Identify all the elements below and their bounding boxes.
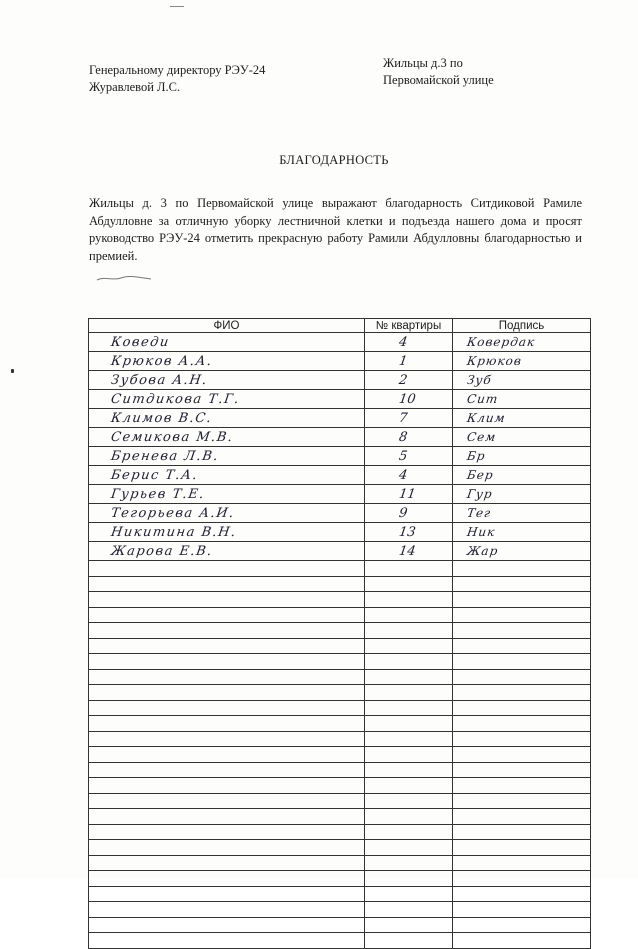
signature-handwritten: Сит (466, 392, 500, 406)
empty-cell (453, 824, 591, 840)
table-row-empty (89, 685, 591, 701)
cell-signature (453, 542, 591, 561)
empty-cell (89, 917, 365, 933)
signature-handwritten: Гур (466, 487, 494, 501)
fio-handwritten: Семикова М.В. (109, 430, 235, 445)
cell-fio (89, 371, 365, 390)
table-row-empty (89, 576, 591, 592)
signature-handwritten: Клим (466, 411, 507, 425)
sender-line-2: Первомайской улице (383, 73, 494, 87)
table-row-empty (89, 886, 591, 902)
cell-fio (89, 333, 365, 352)
table-body (89, 333, 591, 949)
empty-cell (89, 809, 365, 825)
empty-cell (89, 871, 365, 887)
empty-cell (453, 840, 591, 856)
empty-cell (89, 855, 365, 871)
table-row-empty (89, 623, 591, 639)
apartment-handwritten: 8 (397, 430, 409, 445)
recipient-line-1: Генеральному директору РЭУ-24 (89, 63, 266, 77)
table-row-empty (89, 638, 591, 654)
apartment-handwritten: 11 (397, 487, 417, 502)
cell-signature (453, 409, 591, 428)
table-row-empty (89, 902, 591, 918)
empty-cell (89, 700, 365, 716)
empty-cell (453, 762, 591, 778)
empty-cell (89, 902, 365, 918)
table-row-empty (89, 592, 591, 608)
table-row-empty (89, 933, 591, 949)
apartment-handwritten: 7 (397, 411, 409, 426)
empty-cell (453, 716, 591, 732)
empty-cell (453, 902, 591, 918)
fio-handwritten: Тегорьева А.И. (109, 506, 236, 521)
signature-handwritten: Ник (466, 525, 497, 539)
scan-mark (170, 6, 184, 7)
cell-fio (89, 466, 365, 485)
table-row (89, 390, 591, 409)
fio-handwritten: Ситдикова Т.Г. (109, 392, 241, 407)
table-row-empty (89, 793, 591, 809)
document-title: БЛАГОДАРНОСТЬ (279, 153, 389, 167)
apartment-handwritten: 4 (397, 468, 409, 483)
cell-signature (453, 466, 591, 485)
table-header-row (89, 319, 591, 333)
recipient-block (89, 62, 309, 96)
apartment-handwritten: 14 (397, 544, 417, 559)
signature-table (88, 318, 591, 949)
table-row (89, 333, 591, 352)
table-row (89, 504, 591, 523)
cell-signature (453, 485, 591, 504)
empty-cell (89, 840, 365, 856)
cell-apartment (365, 333, 453, 352)
empty-cell (89, 716, 365, 732)
cell-fio (89, 352, 365, 371)
cell-apartment (365, 485, 453, 504)
cell-fio (89, 428, 365, 447)
header-apartment: № квартиры (365, 319, 453, 333)
fio-handwritten: Никитина В.Н. (109, 525, 238, 540)
signature-handwritten: Бр (466, 449, 487, 463)
cell-signature (453, 352, 591, 371)
cell-fio (89, 523, 365, 542)
empty-cell (365, 731, 453, 747)
fio-handwritten: Коведи (109, 335, 171, 350)
empty-cell (453, 638, 591, 654)
empty-cell (365, 871, 453, 887)
empty-cell (365, 607, 453, 623)
empty-cell (89, 654, 365, 670)
cell-apartment (365, 504, 453, 523)
pen-scribble (95, 272, 155, 284)
empty-cell (365, 700, 453, 716)
empty-cell (453, 576, 591, 592)
table-row-empty (89, 700, 591, 716)
empty-cell (453, 623, 591, 639)
empty-cell (453, 933, 591, 949)
apartment-handwritten: 4 (397, 335, 409, 350)
empty-cell (365, 933, 453, 949)
table-row-empty (89, 855, 591, 871)
table-row (89, 542, 591, 561)
empty-cell (89, 778, 365, 794)
empty-cell (453, 592, 591, 608)
empty-cell (89, 886, 365, 902)
empty-cell (453, 809, 591, 825)
empty-cell (365, 824, 453, 840)
empty-cell (365, 886, 453, 902)
cell-signature (453, 390, 591, 409)
sender-block (383, 55, 583, 89)
empty-cell (365, 778, 453, 794)
empty-cell (89, 747, 365, 763)
sender-line-1: Жильцы д.3 по (383, 56, 463, 70)
cell-fio (89, 542, 365, 561)
table-row-empty (89, 809, 591, 825)
empty-cell (89, 762, 365, 778)
fio-handwritten: Гурьев Т.Е. (109, 487, 206, 502)
apartment-handwritten: 9 (397, 506, 409, 521)
cell-fio (89, 447, 365, 466)
fio-handwritten: Жарова Е.В. (109, 544, 214, 559)
cell-apartment (365, 466, 453, 485)
cell-signature (453, 333, 591, 352)
cell-apartment (365, 409, 453, 428)
empty-cell (453, 654, 591, 670)
signature-handwritten: Бер (466, 468, 495, 482)
cell-apartment (365, 371, 453, 390)
table-row-empty (89, 747, 591, 763)
apartment-handwritten: 13 (397, 525, 417, 540)
table-row-empty (89, 716, 591, 732)
empty-cell (453, 747, 591, 763)
empty-cell (89, 933, 365, 949)
apartment-handwritten: 1 (397, 354, 409, 369)
table-row (89, 466, 591, 485)
table-row-empty (89, 840, 591, 856)
empty-cell (89, 824, 365, 840)
header-signature: Подпись (453, 319, 591, 333)
empty-cell (453, 685, 591, 701)
empty-cell (453, 917, 591, 933)
signature-handwritten: Жар (466, 544, 500, 558)
document-body: Жильцы д. 3 по Первомайской улице выражают благодарность Ситдиковой Рамиле Абдулловне за отличную уборку лестничной клетки и подъезда нашего дома и просят руководство РЭУ-24 отметить прекрасную работу Рамили Абдулловны благодарностью и премией. (89, 196, 582, 263)
table-row-empty (89, 917, 591, 933)
empty-cell (453, 793, 591, 809)
cell-apartment (365, 447, 453, 466)
apartment-handwritten: 5 (397, 449, 409, 464)
apartment-handwritten: 2 (397, 373, 409, 388)
empty-cell (365, 561, 453, 577)
empty-cell (89, 623, 365, 639)
signature-handwritten: Тег (466, 506, 493, 520)
recipient-line-2: Журавлевой Л.С. (89, 80, 181, 94)
empty-cell (365, 623, 453, 639)
empty-cell (453, 700, 591, 716)
signature-handwritten: Зуб (466, 373, 493, 387)
empty-cell (89, 592, 365, 608)
empty-cell (89, 793, 365, 809)
empty-cell (453, 855, 591, 871)
empty-cell (453, 607, 591, 623)
cell-fio (89, 504, 365, 523)
cell-apartment (365, 542, 453, 561)
empty-cell (365, 793, 453, 809)
fio-handwritten: Зубова А.Н. (109, 373, 209, 388)
cell-apartment (365, 428, 453, 447)
cell-signature (453, 371, 591, 390)
cell-apartment (365, 390, 453, 409)
cell-fio (89, 485, 365, 504)
empty-cell (365, 638, 453, 654)
table-row (89, 371, 591, 390)
empty-cell (365, 654, 453, 670)
table-row (89, 428, 591, 447)
empty-cell (89, 731, 365, 747)
empty-cell (453, 778, 591, 794)
table-row (89, 523, 591, 542)
table-row-empty (89, 731, 591, 747)
cell-signature (453, 447, 591, 466)
table-row (89, 352, 591, 371)
table-row-empty (89, 871, 591, 887)
empty-cell (365, 840, 453, 856)
cell-signature (453, 428, 591, 447)
fio-handwritten: Крюков А.А. (109, 354, 214, 369)
empty-cell (365, 762, 453, 778)
empty-cell (365, 716, 453, 732)
empty-cell (365, 855, 453, 871)
empty-cell (365, 685, 453, 701)
cell-apartment (365, 523, 453, 542)
empty-cell (453, 731, 591, 747)
fio-handwritten: Климов В.С. (109, 411, 214, 426)
empty-cell (365, 902, 453, 918)
table-row-empty (89, 669, 591, 685)
empty-cell (365, 917, 453, 933)
header-fio: ФИО (89, 319, 365, 333)
table-row-empty (89, 762, 591, 778)
cell-apartment (365, 352, 453, 371)
empty-cell (453, 561, 591, 577)
signature-handwritten: Сем (466, 430, 498, 444)
empty-cell (365, 669, 453, 685)
empty-cell (453, 886, 591, 902)
table-row-empty (89, 778, 591, 794)
empty-cell (89, 685, 365, 701)
cell-fio (89, 390, 365, 409)
empty-cell (365, 576, 453, 592)
signature-handwritten: Ковердак (466, 335, 537, 349)
empty-cell (453, 871, 591, 887)
signature-handwritten: Крюков (466, 354, 523, 368)
empty-cell (89, 638, 365, 654)
apartment-handwritten: 10 (397, 392, 417, 407)
table-row (89, 447, 591, 466)
empty-cell (365, 592, 453, 608)
empty-cell (89, 669, 365, 685)
cell-signature (453, 504, 591, 523)
scan-dot (11, 369, 14, 373)
empty-cell (365, 809, 453, 825)
table-row-empty (89, 561, 591, 577)
cell-fio (89, 409, 365, 428)
table-row-empty (89, 824, 591, 840)
fio-handwritten: Берис Т.А. (109, 468, 200, 483)
empty-cell (365, 747, 453, 763)
empty-cell (453, 669, 591, 685)
empty-cell (89, 607, 365, 623)
table-row-empty (89, 607, 591, 623)
empty-cell (89, 576, 365, 592)
table-row (89, 485, 591, 504)
fio-handwritten: Бренева Л.В. (109, 449, 221, 464)
table-row (89, 409, 591, 428)
cell-signature (453, 523, 591, 542)
empty-cell (89, 561, 365, 577)
table-row-empty (89, 654, 591, 670)
